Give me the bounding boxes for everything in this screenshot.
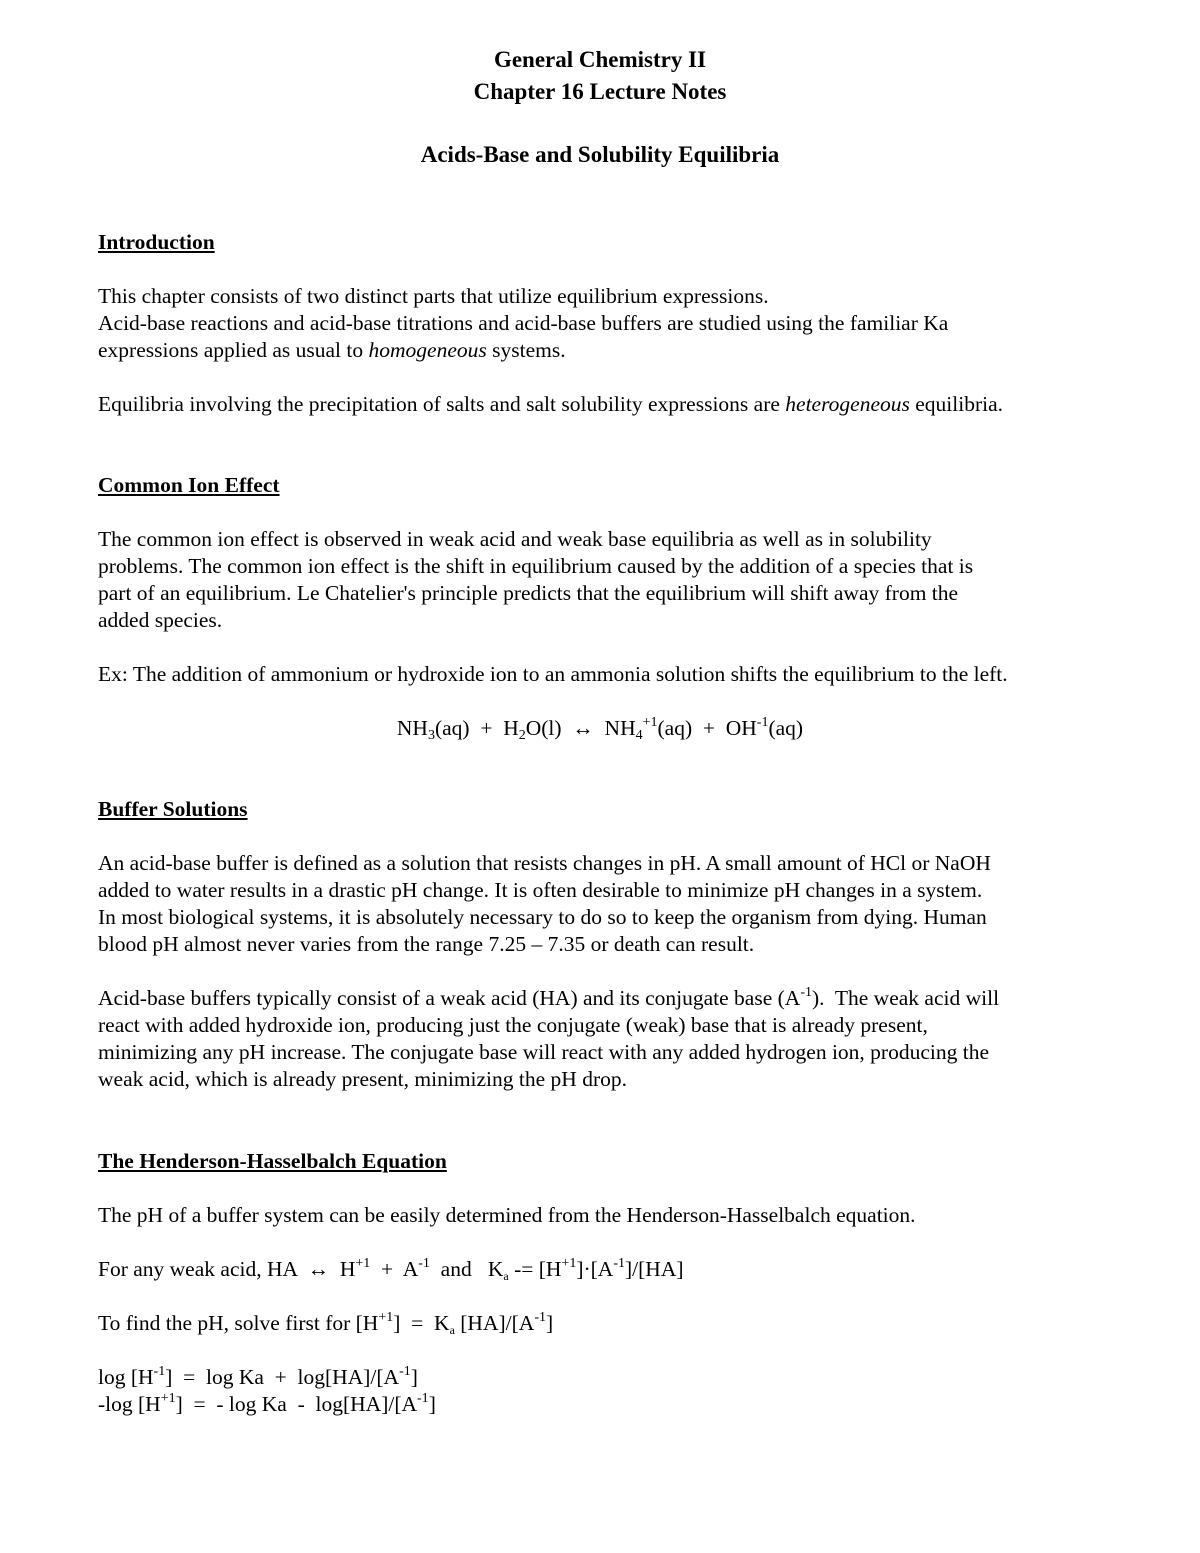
chapter-title: Chapter 16 Lecture Notes	[473, 79, 727, 104]
buffer-line: In most biological systems, it is absolutely necessary to do so to keep the organism from dying. Human	[98, 905, 987, 929]
common-ion-heading: Common Ion Effect	[98, 473, 280, 497]
buffer-line: added to water results in a drastic pH change. It is often desirable to minimize pH changes in a system.	[98, 878, 983, 902]
buffer-line: minimizing any pH increase. The conjugate base will react with any added hydrogen ion, producing the	[98, 1040, 989, 1064]
hh-intro: The pH of a buffer system can be easily determined from the Henderson-Hasselbalch equation.	[98, 1203, 916, 1227]
log-equation: $\log [H^{-1}] = \log Ka + \log[HA]/[A^{-1}]$	[98, 1364, 418, 1389]
buffer-line: An acid-base buffer is defined as a solution that resists changes in pH. A small amount of HCl or NaOH	[98, 851, 991, 875]
common-ion-example: Ex: The addition of ammonium or hydroxide ion to an ammonia solution shifts the equilibrium to the left.	[98, 662, 1008, 686]
negative-log-equation: -log $[H^{+1}]$ = - log Ka - $\log[HA]/[A^{-1}]$	[98, 1391, 436, 1416]
common-ion-line: problems. The common ion effect is the shift in equilibrium caused by the addition of a species that is	[98, 554, 974, 578]
common-ion-line: The common ion effect is observed in weak acid and weak base equilibria as well as in solubility	[98, 527, 932, 551]
common-ion-line: added species.	[98, 608, 223, 632]
intro-line-4: Equilibria involving the precipitation of salts and salt solubility expressions are heterogeneous equilibria.	[98, 392, 1004, 416]
henderson-hasselbalch-heading: The Henderson-Hasselbalch Equation	[98, 1149, 447, 1173]
topic-title: Acids-Base and Solubility Equilibria	[420, 142, 780, 167]
common-ion-line: part of an equilibrium. Le Chatelier's principle predicts that the equilibrium will shift away from the	[98, 581, 959, 605]
ammonia-equilibrium-equation: $NH_3(aq) + H_2O(l)$ ↔ $NH_4^{+1}(aq) + OH^{-1}(aq)$	[396, 715, 804, 743]
weak-acid-equation: For any weak acid, HA ↔ $H^{+1} + A^{-1}$ and $K_a -= [H^{+1}]\cdot[A^{-1}]/[HA]$	[98, 1256, 684, 1283]
buffer-line: Acid-base buffers typically consist of a weak acid (HA) and its conjugate base $(A^{-1})$. The weak acid will	[98, 985, 1000, 1010]
emphasis-homogeneous: homogeneous	[368, 338, 487, 362]
buffer-line: blood pH almost never varies from the range 7.25 – 7.35 or death can result.	[98, 932, 755, 956]
buffer-heading: Buffer Solutions	[98, 797, 248, 821]
buffer-line: react with added hydroxide ion, producing just the conjugate (weak) base that is already present,	[98, 1013, 928, 1037]
buffer-line: weak acid, which is already present, minimizing the pH drop.	[98, 1067, 627, 1091]
introduction-heading: Introduction	[98, 230, 215, 254]
intro-line-1: This chapter consists of two distinct parts that utilize equilibrium expressions.	[98, 284, 769, 308]
course-title: General Chemistry II	[493, 47, 707, 72]
intro-line-2: Acid-base reactions and acid-base titrations and acid-base buffers are studied using the familiar Ka	[98, 311, 949, 335]
emphasis-heterogeneous: heterogeneous	[785, 392, 910, 416]
hydrogen-ion-equation: To find the pH, solve first for $[H^{+1}] = K_a$ $[HA]/[A^{-1}]$	[98, 1310, 554, 1337]
intro-line-3: expressions applied as usual to homogeneous systems.	[98, 338, 566, 362]
